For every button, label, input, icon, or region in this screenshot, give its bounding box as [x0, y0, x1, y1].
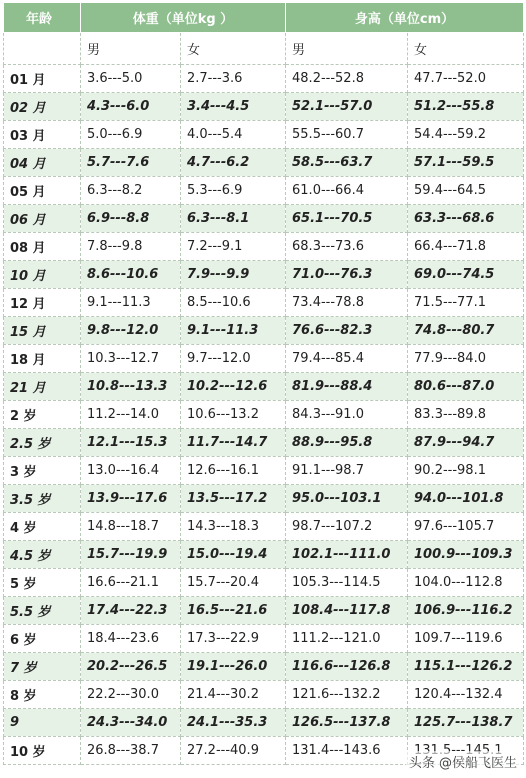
height-male-cell: 48.2---52.8 [286, 65, 408, 93]
age-cell: 01 月 [4, 65, 81, 93]
weight-female-cell: 8.5---10.6 [181, 289, 286, 317]
height-male-cell: 81.9---88.4 [286, 373, 408, 401]
table-row [4, 681, 524, 709]
weight-male-cell: 16.6---21.1 [81, 569, 181, 597]
table-row [4, 709, 524, 737]
table-row [4, 653, 524, 681]
weight-female-header: 女 [181, 33, 286, 65]
height-header: 身高（单位cm） [286, 3, 524, 33]
weight-female-cell: 21.4---30.2 [181, 681, 286, 709]
age-cell: 3.5 岁 [4, 485, 81, 513]
height-male-cell: 116.6---126.8 [286, 653, 408, 681]
age-cell: 2 岁 [4, 401, 81, 429]
weight-male-cell: 6.3---8.2 [81, 177, 181, 205]
age-cell: 2.5 岁 [4, 429, 81, 457]
weight-female-cell: 11.7---14.7 [181, 429, 286, 457]
weight-male-cell: 14.8---18.7 [81, 513, 181, 541]
growth-table [3, 2, 524, 765]
age-cell: 08 月 [4, 233, 81, 261]
height-male-cell: 84.3---91.0 [286, 401, 408, 429]
age-cell: 03 月 [4, 121, 81, 149]
age-cell: 4 岁 [4, 513, 81, 541]
age-cell: 12 月 [4, 289, 81, 317]
table-row [4, 317, 524, 345]
table-row [4, 373, 524, 401]
weight-male-cell: 11.2---14.0 [81, 401, 181, 429]
height-female-cell: 115.1---126.2 [408, 653, 524, 681]
table-row [4, 597, 524, 625]
height-female-cell: 69.0---74.5 [408, 261, 524, 289]
height-female-cell: 77.9---84.0 [408, 345, 524, 373]
height-male-cell: 102.1---111.0 [286, 541, 408, 569]
weight-male-cell: 17.4---22.3 [81, 597, 181, 625]
table-row [4, 121, 524, 149]
height-female-cell: 97.6---105.7 [408, 513, 524, 541]
weight-male-cell: 7.8---9.8 [81, 233, 181, 261]
watermark: 头条 @侯船飞医生 [406, 751, 520, 772]
header-row [4, 3, 524, 33]
height-female-cell: 71.5---77.1 [408, 289, 524, 317]
weight-female-cell: 2.7---3.6 [181, 65, 286, 93]
height-male-cell: 88.9---95.8 [286, 429, 408, 457]
age-cell: 06 月 [4, 205, 81, 233]
weight-male-cell: 8.6---10.6 [81, 261, 181, 289]
weight-male-cell: 5.7---7.6 [81, 149, 181, 177]
weight-female-cell: 10.2---12.6 [181, 373, 286, 401]
age-cell: 05 月 [4, 177, 81, 205]
weight-female-cell: 4.0---5.4 [181, 121, 286, 149]
height-female-cell: 90.2---98.1 [408, 457, 524, 485]
age-header: 年龄 [4, 3, 81, 33]
table-row [4, 485, 524, 513]
age-cell: 7 岁 [4, 653, 81, 681]
height-male-cell: 76.6---82.3 [286, 317, 408, 345]
weight-header: 体重（单位kg ） [81, 3, 286, 33]
height-male-cell: 73.4---78.8 [286, 289, 408, 317]
table-row [4, 65, 524, 93]
height-female-cell: 87.9---94.7 [408, 429, 524, 457]
age-cell: 02 月 [4, 93, 81, 121]
height-male-cell: 111.2---121.0 [286, 625, 408, 653]
table-row [4, 289, 524, 317]
age-cell: 15 月 [4, 317, 81, 345]
weight-female-cell: 14.3---18.3 [181, 513, 286, 541]
height-female-cell: 47.7---52.0 [408, 65, 524, 93]
age-cell: 4.5 岁 [4, 541, 81, 569]
age-cell: 9 [4, 709, 81, 737]
height-female-cell: 74.8---80.7 [408, 317, 524, 345]
height-female-cell: 100.9---109.3 [408, 541, 524, 569]
weight-male-cell: 5.0---6.9 [81, 121, 181, 149]
height-male-cell: 68.3---73.6 [286, 233, 408, 261]
age-cell: 04 月 [4, 149, 81, 177]
weight-male-cell: 3.6---5.0 [81, 65, 181, 93]
weight-female-cell: 5.3---6.9 [181, 177, 286, 205]
table-row [4, 233, 524, 261]
height-male-cell: 71.0---76.3 [286, 261, 408, 289]
height-male-cell: 79.4---85.4 [286, 345, 408, 373]
height-male-cell: 126.5---137.8 [286, 709, 408, 737]
weight-female-cell: 9.1---11.3 [181, 317, 286, 345]
height-female-cell: 51.2---55.8 [408, 93, 524, 121]
table-row [4, 457, 524, 485]
height-female-cell: 66.4---71.8 [408, 233, 524, 261]
height-female-cell: 104.0---112.8 [408, 569, 524, 597]
weight-male-cell: 13.0---16.4 [81, 457, 181, 485]
weight-male-cell: 9.1---11.3 [81, 289, 181, 317]
height-female-cell: 106.9---116.2 [408, 597, 524, 625]
weight-male-cell: 20.2---26.5 [81, 653, 181, 681]
weight-female-cell: 12.6---16.1 [181, 457, 286, 485]
weight-female-cell: 24.1---35.3 [181, 709, 286, 737]
height-female-cell: 59.4---64.5 [408, 177, 524, 205]
height-female-cell: 54.4---59.2 [408, 121, 524, 149]
weight-female-cell: 7.9---9.9 [181, 261, 286, 289]
weight-male-cell: 18.4---23.6 [81, 625, 181, 653]
table-row [4, 345, 524, 373]
weight-female-cell: 19.1---26.0 [181, 653, 286, 681]
age-cell: 10 岁 [4, 737, 81, 765]
age-cell: 3 岁 [4, 457, 81, 485]
height-female-cell: 120.4---132.4 [408, 681, 524, 709]
age-cell: 8 岁 [4, 681, 81, 709]
weight-male-cell: 15.7---19.9 [81, 541, 181, 569]
weight-female-cell: 10.6---13.2 [181, 401, 286, 429]
subheader-row [4, 33, 524, 65]
weight-female-cell: 15.0---19.4 [181, 541, 286, 569]
age-cell: 6 岁 [4, 625, 81, 653]
weight-female-cell: 7.2---9.1 [181, 233, 286, 261]
weight-male-cell: 10.3---12.7 [81, 345, 181, 373]
height-female-cell: 94.0---101.8 [408, 485, 524, 513]
height-female-cell: 63.3---68.6 [408, 205, 524, 233]
weight-female-cell: 13.5---17.2 [181, 485, 286, 513]
height-female-header: 女 [408, 33, 524, 65]
height-female-cell: 125.7---138.7 [408, 709, 524, 737]
weight-male-cell: 24.3---34.0 [81, 709, 181, 737]
height-male-cell: 131.4---143.6 [286, 737, 408, 765]
weight-female-cell: 9.7---12.0 [181, 345, 286, 373]
height-male-cell: 52.1---57.0 [286, 93, 408, 121]
weight-female-cell: 4.7---6.2 [181, 149, 286, 177]
table-row [4, 205, 524, 233]
weight-male-cell: 13.9---17.6 [81, 485, 181, 513]
height-male-cell: 121.6---132.2 [286, 681, 408, 709]
weight-female-cell: 17.3---22.9 [181, 625, 286, 653]
weight-male-cell: 4.3---6.0 [81, 93, 181, 121]
age-cell: 21 月 [4, 373, 81, 401]
weight-female-cell: 16.5---21.6 [181, 597, 286, 625]
table-row [4, 569, 524, 597]
age-cell: 10 月 [4, 261, 81, 289]
age-cell: 5.5 岁 [4, 597, 81, 625]
weight-male-cell: 12.1---15.3 [81, 429, 181, 457]
table-row [4, 513, 524, 541]
height-male-cell: 55.5---60.7 [286, 121, 408, 149]
table-row [4, 149, 524, 177]
weight-male-cell: 9.8---12.0 [81, 317, 181, 345]
weight-female-cell: 3.4---4.5 [181, 93, 286, 121]
height-female-cell: 109.7---119.6 [408, 625, 524, 653]
weight-male-cell: 26.8---38.7 [81, 737, 181, 765]
height-male-cell: 58.5---63.7 [286, 149, 408, 177]
weight-male-cell: 10.8---13.3 [81, 373, 181, 401]
height-male-cell: 61.0---66.4 [286, 177, 408, 205]
table-row [4, 429, 524, 457]
age-cell: 5 岁 [4, 569, 81, 597]
height-male-header: 男 [286, 33, 408, 65]
table-row [4, 401, 524, 429]
table-row [4, 261, 524, 289]
height-male-cell: 65.1---70.5 [286, 205, 408, 233]
growth-chart-document [0, 2, 526, 778]
table-row [4, 625, 524, 653]
age-cell: 18 月 [4, 345, 81, 373]
table-row [4, 93, 524, 121]
height-female-cell: 57.1---59.5 [408, 149, 524, 177]
weight-female-cell: 6.3---8.1 [181, 205, 286, 233]
height-female-cell: 83.3---89.8 [408, 401, 524, 429]
weight-male-cell: 22.2---30.0 [81, 681, 181, 709]
height-male-cell: 108.4---117.8 [286, 597, 408, 625]
weight-female-cell: 15.7---20.4 [181, 569, 286, 597]
height-male-cell: 98.7---107.2 [286, 513, 408, 541]
weight-female-cell: 27.2---40.9 [181, 737, 286, 765]
height-male-cell: 91.1---98.7 [286, 457, 408, 485]
weight-male-cell: 6.9---8.8 [81, 205, 181, 233]
height-female-cell: 80.6---87.0 [408, 373, 524, 401]
height-male-cell: 95.0---103.1 [286, 485, 408, 513]
subheader-blank [4, 33, 81, 65]
weight-male-header: 男 [81, 33, 181, 65]
table-row [4, 541, 524, 569]
table-row [4, 177, 524, 205]
height-male-cell: 105.3---114.5 [286, 569, 408, 597]
